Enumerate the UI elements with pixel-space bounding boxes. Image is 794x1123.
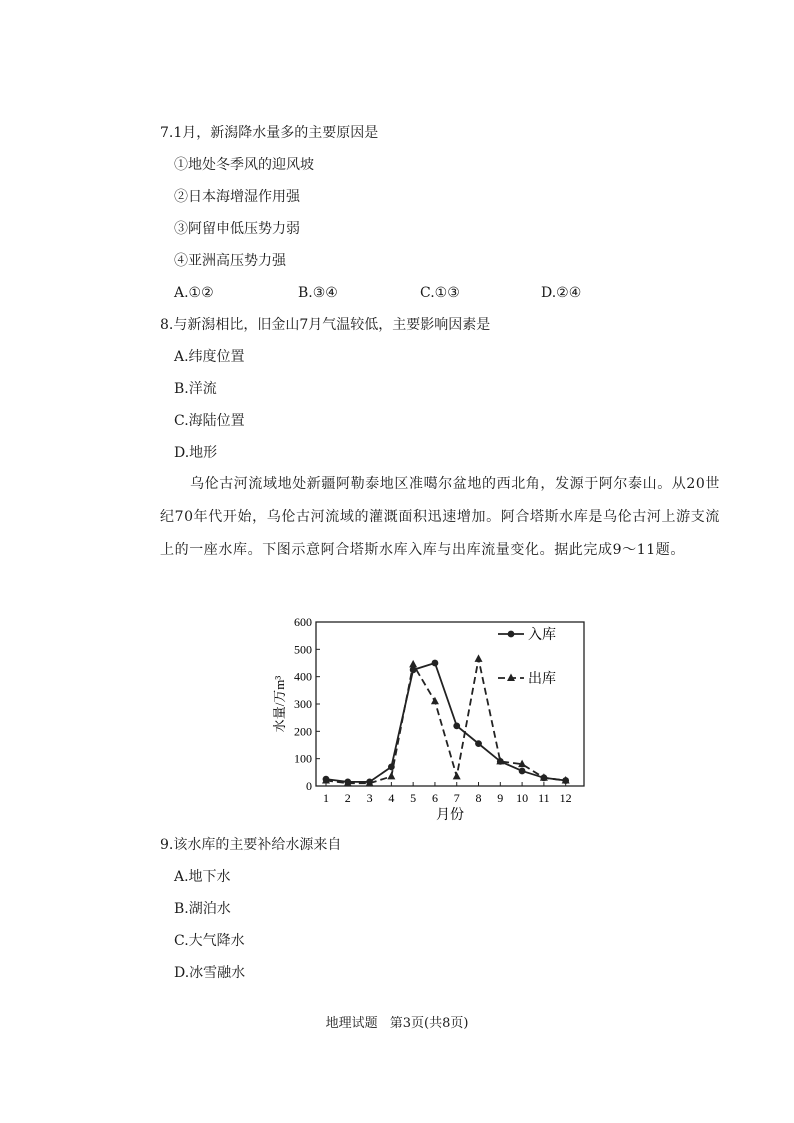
q9-option-b: B.湖泊水: [174, 901, 231, 917]
q7-stem: 7.1月，新潟降水量多的主要原因是: [160, 125, 379, 141]
footer-page-number: 第3页(共8页): [389, 1016, 469, 1031]
q7-statement-4: ④亚洲高压势力强: [174, 253, 286, 269]
q7-statement-2: ②日本海增湿作用强: [174, 189, 300, 205]
x-tick-label: 11: [538, 791, 550, 805]
outflow-point: [387, 772, 395, 780]
y-tick-label: 0: [306, 779, 312, 793]
footer-subject: 地理试题: [325, 1016, 378, 1031]
q9-stem: 9.该水库的主要补给水源来自: [160, 837, 342, 853]
q8-stem: 8.与新潟相比，旧金山7月气温较低，主要影响因素是: [160, 317, 491, 333]
x-axis-label: 月份: [436, 808, 464, 823]
outflow-point: [431, 697, 439, 705]
q9-option-a: A.地下水: [174, 869, 231, 885]
legend-inflow-marker: [508, 631, 515, 638]
page-footer: [0, 1015, 794, 1033]
x-tick-label: 9: [497, 791, 504, 805]
y-tick-label: 500: [294, 642, 312, 657]
x-tick-label: 2: [344, 791, 351, 805]
y-tick-label: 600: [294, 615, 312, 629]
x-tick-label: 10: [516, 791, 529, 805]
x-tick-label: 1: [323, 791, 329, 805]
y-tick-label: 200: [294, 724, 312, 739]
outflow-point: [409, 660, 417, 668]
x-tick-label: 7: [453, 791, 460, 805]
q7-statement-3: ③阿留申低压势力弱: [174, 221, 300, 237]
inflow-point: [475, 740, 482, 747]
y-tick-label: 400: [294, 669, 312, 684]
q9-option-d: D.冰雪融水: [174, 965, 246, 981]
inflow-point: [453, 722, 460, 729]
q7-option-d: D.②④: [541, 285, 582, 301]
y-tick-label: 300: [294, 697, 312, 711]
q7-option-c: C.①③: [420, 285, 460, 301]
x-tick-label: 4: [388, 791, 395, 805]
passage-text: 乌伦古河流域地处新疆阿勒泰地区准噶尔盆地的西北角，发源于阿尔泰山。从20世纪70年代开始，乌伦古河流域的灌溉面积迅速增加。阿合塔斯水库是乌伦古河上游支流上的一座水库。下图示意阿合塔斯水库入库与出库流量变化。据此完成9～11题。: [160, 476, 721, 558]
q7-statement-1: ①地处冬季风的迎风坡: [174, 157, 314, 173]
q8-option-b: B.洋流: [174, 381, 217, 397]
q9-option-c: C.大气降水: [174, 933, 245, 949]
x-tick-label: 6: [431, 791, 438, 805]
y-tick-label: 100: [294, 751, 312, 766]
q8-option-d: D.地形: [174, 445, 218, 461]
inflow-point: [432, 660, 439, 667]
legend-outflow-label: 出库: [528, 672, 556, 687]
q8-option-c: C.海陆位置: [174, 413, 245, 429]
q7-option-a: A.①②: [174, 285, 214, 301]
outflow-point: [453, 772, 461, 780]
x-tick-label: 8: [475, 791, 482, 805]
x-tick-label: 3: [366, 791, 373, 805]
x-tick-label: 5: [410, 791, 417, 805]
outflow-point: [475, 654, 483, 662]
reservoir-flow-chart: [270, 612, 600, 824]
q7-option-b: B.③④: [298, 285, 338, 301]
x-tick-label: 12: [559, 791, 572, 805]
q8-option-a: A.纬度位置: [174, 349, 245, 365]
y-axis-label: 水量/万m³: [272, 675, 287, 733]
inflow-point: [519, 768, 526, 775]
legend-inflow-label: 入库: [528, 628, 556, 643]
